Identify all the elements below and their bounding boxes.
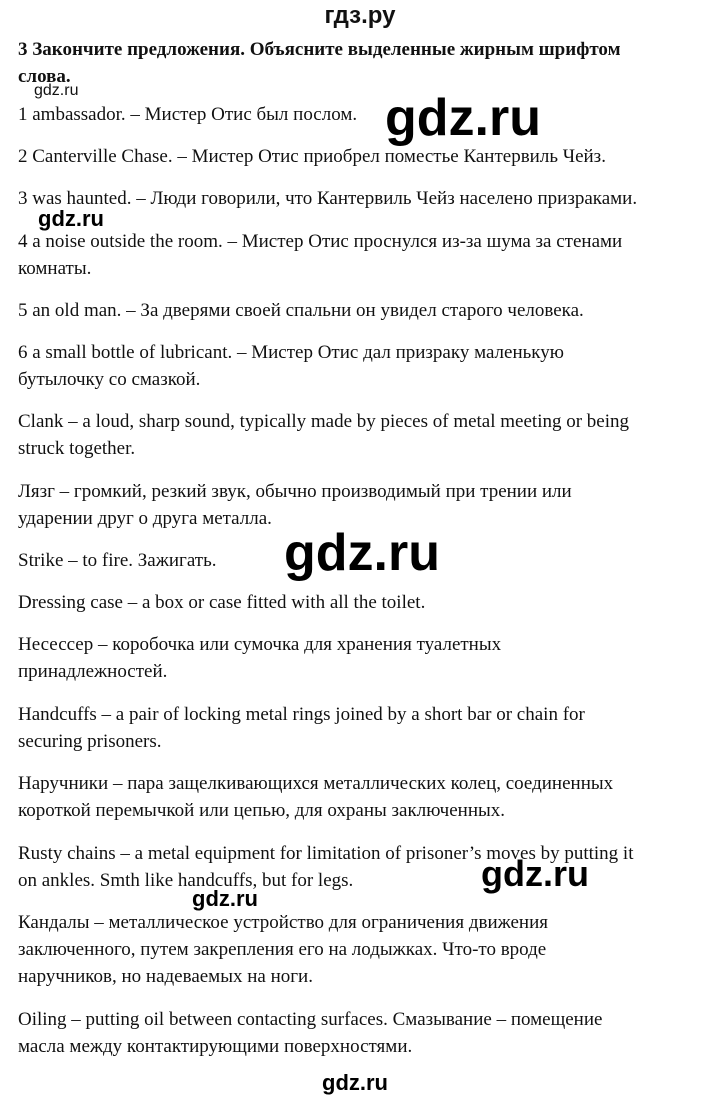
definition-rusty-chains-ru-cont-2: наручников, но надеваемых на ноги.: [18, 966, 313, 987]
definition-dressing-case: Dressing case – a box or case fitted with all the toilet.: [18, 592, 426, 613]
definition-oiling: Oiling – putting oil between contacting surfaces. Смазывание – помещение: [18, 1009, 603, 1030]
definition-clank-en: Clank – a loud, sharp sound, typically made by pieces of metal meeting or being: [18, 411, 630, 432]
site-header-title: гдз.ру: [324, 2, 396, 29]
answer-line-5: 5 an old man. – За дверями своей спальни он увидел старого человека.: [18, 300, 584, 321]
definition-oiling-cont: масла между контактирующими поверхностями.: [18, 1036, 413, 1057]
definition-rusty-chains-en: Rusty chains – a metal equipment for limitation of prisoner’s moves by putting it: [18, 843, 634, 864]
watermark-bold-5: gdz.ru: [192, 886, 258, 911]
task-heading-line-1: 3 Закончите предложения. Объясните выделенные жирным шрифтом: [18, 39, 621, 60]
answer-line-4: 4 a noise outside the room. – Мистер Отис проснулся из-за шума за стенами: [18, 231, 623, 252]
task-heading: [18, 36, 698, 90]
definition-clank-ru-cont: ударении друг о друга металла.: [18, 508, 272, 529]
watermark-small: gdz.ru: [34, 82, 79, 99]
watermark-bold-3: gdz.ru: [284, 524, 440, 582]
definition-handcuffs-en-cont: securing prisoners.: [18, 731, 162, 752]
watermark-bold-1: gdz.ru: [385, 89, 541, 147]
definition-handcuffs-ru-cont: короткой перемычкой или цепью, для охраны заключенных.: [18, 800, 506, 821]
answer-line-1: 1 ambassador. – Мистер Отис был послом.: [18, 104, 358, 125]
watermark-bold-4: gdz.ru: [481, 853, 589, 894]
answer-line-2: 2 Canterville Chase. – Мистер Отис приобрел поместье Кантервиль Чейз.: [18, 146, 606, 167]
definition-handcuffs-ru: Наручники – пара защелкивающихся металлических колец, соединенных: [18, 773, 614, 794]
answer-line-4-cont: комнаты.: [18, 258, 92, 279]
definition-rusty-chains-en-cont: on ankles. Smth like handcuffs, but for legs.: [18, 870, 354, 891]
definition-clank-ru: Лязг – громкий, резкий звук, обычно производимый при трении или: [18, 481, 572, 502]
definition-handcuffs-en: Handcuffs – a pair of locking metal rings joined by a short bar or chain for: [18, 704, 585, 725]
task-heading-line-2: слова.: [18, 66, 71, 87]
watermark-bold-2: gdz.ru: [38, 206, 104, 231]
answer-line-6: 6 a small bottle of lubricant. – Мистер Отис дал призраку маленькую: [18, 342, 564, 363]
definition-dressing-case-ru-cont: принадлежностей.: [18, 661, 168, 682]
answer-line-3: 3 was haunted. – Люди говорили, что Кантервиль Чейз населено призраками.: [18, 188, 638, 209]
watermark-bold-6: gdz.ru: [322, 1070, 388, 1095]
definition-dressing-case-ru: Несессер – коробочка или сумочка для хранения туалетных: [18, 634, 502, 655]
definition-rusty-chains-ru: Кандалы – металлическое устройство для ограничения движения: [18, 912, 549, 933]
definition-strike: Strike – to fire. Зажигать.: [18, 550, 217, 571]
definition-rusty-chains-ru-cont-1: заключенного, путем закрепления его на лодыжках. Что-то вроде: [18, 939, 547, 960]
answer-line-6-cont: бутылочку со смазкой.: [18, 369, 201, 390]
definition-clank-en-cont: struck together.: [18, 438, 136, 459]
